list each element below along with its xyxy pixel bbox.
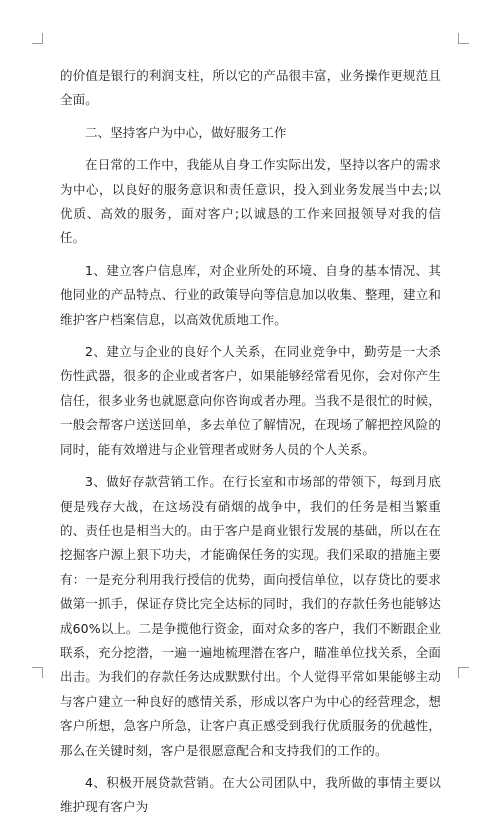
paragraph: 在日常的工作中，我能从自身工作实际出发，坚持以客户的需求为中心，以良好的服务意识和责任意识，投入到业务发展当中去;以优质、高效的服务，面对客户;以诚恳的工作来回报领导对我的信任。 [60, 157, 441, 246]
paragraph: 4、积极开展贷款营销。在大公司团队中，我所做的事情主要以维护现有客户为 [60, 774, 441, 815]
document-body [60, 64, 441, 820]
crop-mark-bottom-right [458, 667, 469, 678]
paragraph-continuation: 的价值是银行的利润支柱，所以它的产品很丰富，业务操作更规范且全面。 [60, 68, 441, 108]
crop-mark-top-left [32, 33, 43, 44]
section-heading: 二、坚持客户为中心，做好服务工作 [85, 124, 287, 140]
paragraph: 1、建立客户信息库，对企业所处的环境、自身的基本情况、其他同业的产品特点、行业的政策导向等信息加以收集、整理，建立和维护客户档案信息，以高效优质地工作。 [60, 262, 441, 327]
crop-mark-top-right [458, 33, 469, 44]
paragraph: 2、建立与企业的良好个人关系，在同业竞争中，勤劳是一大杀伤性武器，很多的企业或者客户，如果能够经常看见你，会对你产生信任，很多业务也就愿意向你咨询或者办理。当我不是很忙的时候，一般会帮客户送送回单，多去单位了解情况，在现场了解把控风险的同时，能有效增进与企业管理者或财务人员的个人关系。 [60, 344, 441, 457]
paragraph: 3、做好存款营销工作。在行长室和市场部的带领下，每到月底便是残存大战，在这场没有硝烟的战争中，我们的任务是相当繁重的、责任也是相当大的。由于客户是商业银行发展的基础，所以在在挖掘客户源上狠下功夫，才能确保任务的实现。我们采取的措施主要有：一是充分利用我行授信的优势，面向授信单位，以存贷比的要求做第一抓手，保证存贷比完全达标的同时，我们的存款任务也能够达成60%以上。二是争揽他行资金，面对众多的客户，我们不断跟企业联系，充分挖潜，一遍一遍地梳理潜在客户，瞄准单位找关系，全面出击。为我们的存款任务达成默默付出。个人觉得平常如果能够主动与客户建立一种良好的感情关系，形成以客户为中心的经营理念，想客户所想，急客户所急，让客户真正感受到我行优质服务的优越性，那么在关键时刻，客户是很愿意配合和支持我们的工作的。 [60, 474, 441, 758]
crop-mark-bottom-left [32, 667, 43, 678]
